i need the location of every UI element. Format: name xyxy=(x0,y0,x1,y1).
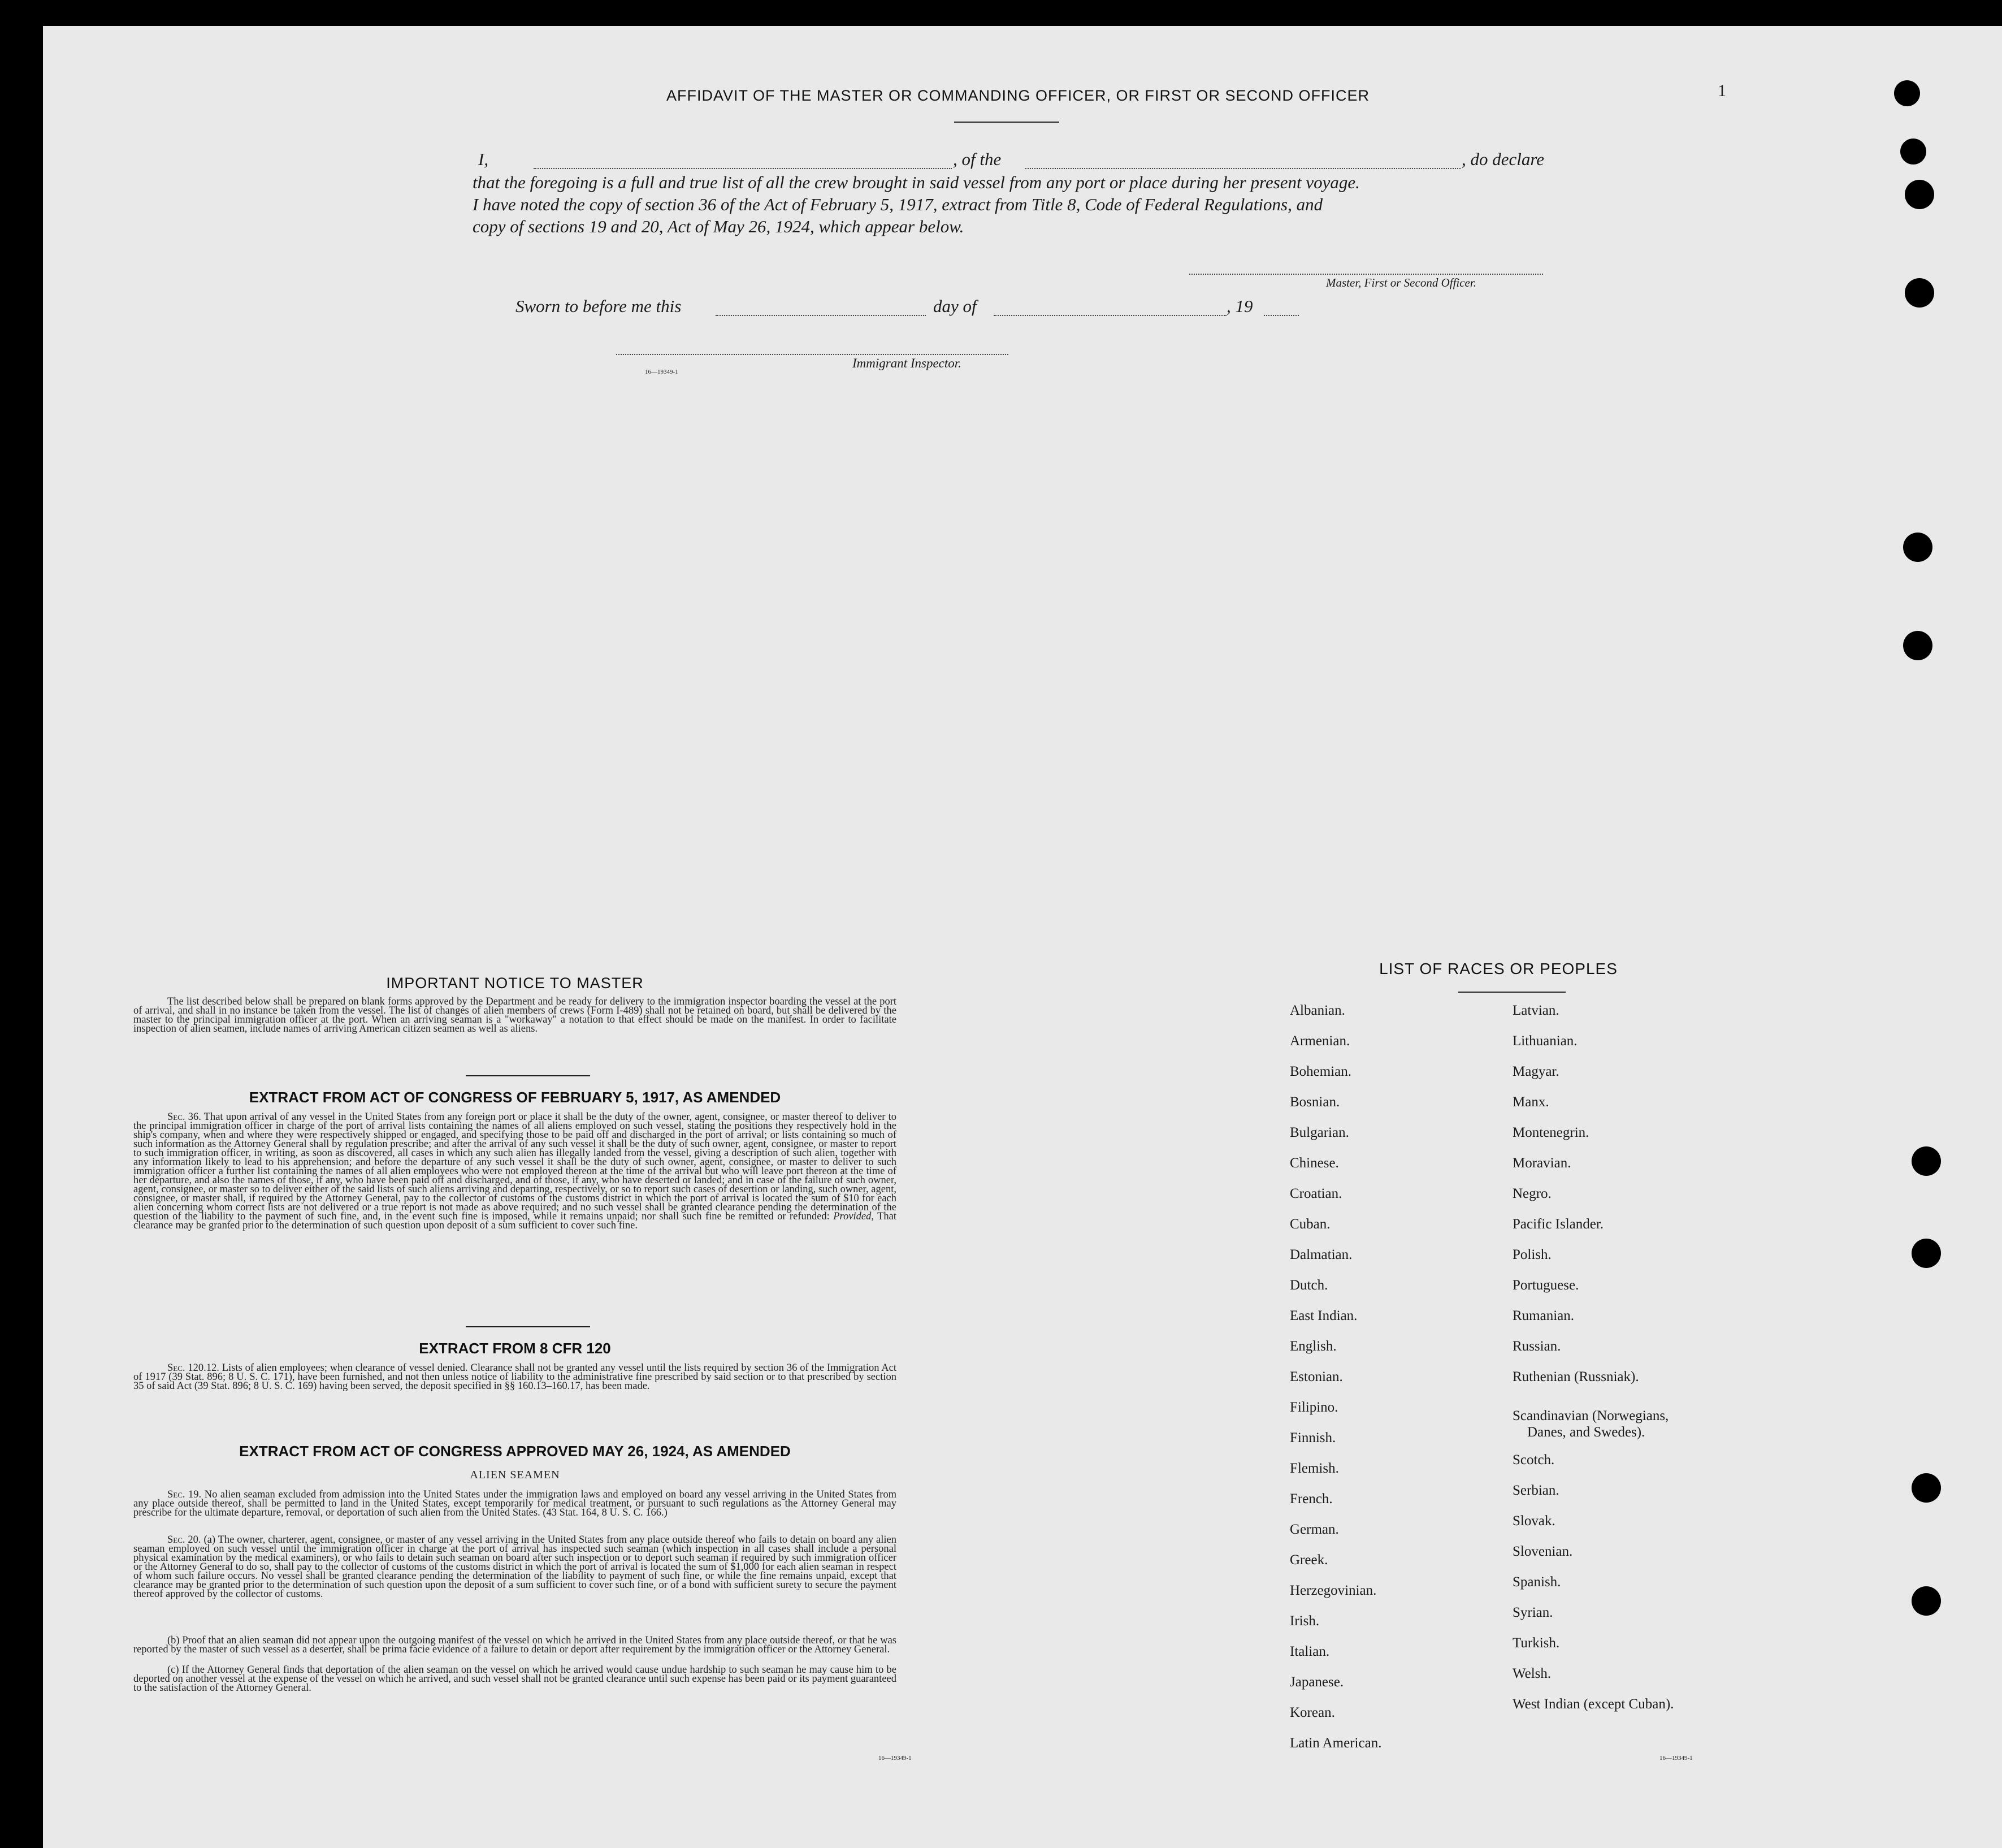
form-sheet xyxy=(43,26,2002,1848)
extract-1924-sec20b: (b) Proof that an alien seaman did not appear upon the outgoing manifest of the vessel on which he arrived in the United States from any place outside thereof, or that he was reported by the master of such vessel as a deserter, shall be prima facie evidence of a failure to detain or deport after requirement by the immigration officer or the Attorney General. xyxy=(133,1635,896,1655)
race-item: Bosnian. xyxy=(1290,1094,1340,1110)
race-item: Magyar. xyxy=(1513,1064,1559,1079)
sec19-body: No alien seaman excluded from admission into the United States under the immigration laws and employed on board any vessel arriving in the United States from any place outside thereof, shall be permitted to land in the United States, except temporarily for medical treatment, or pursuant to such regulations as the Attorney General may prescribe for the ultimate departure, removal, or deportation of such alien from the United States. (43 Stat. 164, 8 U. S. C. 166.) xyxy=(133,1489,896,1518)
title-rule xyxy=(954,122,1059,123)
race-item: Negro. xyxy=(1513,1186,1552,1201)
affidavit-title: AFFIDAVIT OF THE MASTER OR COMMANDING OFFICER, OR FIRST OR SECOND OFFICER xyxy=(666,87,1370,104)
race-item: Greek. xyxy=(1290,1552,1328,1568)
race-item-scandinavian xyxy=(1513,1408,1674,1452)
race-item: Bulgarian. xyxy=(1290,1125,1349,1140)
race-item: Herzegovinian. xyxy=(1290,1583,1377,1598)
extract-1924-sec20a xyxy=(133,1535,896,1599)
race-item: Korean. xyxy=(1290,1705,1335,1720)
affidavit-i: I, xyxy=(478,149,489,169)
notice-title: IMPORTANT NOTICE TO MASTER xyxy=(386,975,644,992)
race-item: Croatian. xyxy=(1290,1186,1342,1201)
sworn-day-line[interactable] xyxy=(716,315,926,316)
race-item: Polish. xyxy=(1513,1247,1552,1262)
race-item: Scandinavian (Norwegians, xyxy=(1513,1408,1669,1423)
extract-1917-rule xyxy=(466,1326,590,1327)
race-item: Albanian. xyxy=(1290,1003,1345,1018)
race-item: German. xyxy=(1290,1522,1339,1537)
race-item: Moravian. xyxy=(1513,1155,1571,1171)
sec20a-body: (a) The owner, charterer, agent, consignee, or master of any vessel arriving in the United States from any place outside thereof who fails to detain on board any alien seaman employed on such vessel until the immigration officer in charge at the port of arrival has inspected such seaman (which inspection in all cases shall include a personal physical examination by the medical examiners), or who fails to detain such seaman on board after such inspection or to deport such seaman if required by such immigration officer or the Attorney General to do so, shall pay to the collector of customs of the customs district in which the port of arrival is located the sum of $1,000 for each alien seaman in respect of whom such failure occurs. No vessel shall be granted clearance pending the determination of the liability to payment of such fine, or while the fine remains unpaid, except that clearance may be granted prior to the determination of such question upon the deposit of a sum sufficient to cover such fine, or of a bond with sufficient surety to secure the payment thereof approved by the collector of customs. xyxy=(133,1534,896,1600)
extract-cfr-body: Lists of alien employees; when clearance of vessel denied. Clearance shall not be granted any vessel until the lists required by section 36 of the Immigration Act of 1917 (39 Stat. 896; 8 U. S. C. 171), have been furnished, and not then unless notice of liability to the administrative fine prescribed by said section or to that prescribed by section 35 of said Act (39 Stat. 896; 8 U. S. C. 169) having been served, the deposit specified in §§ 160.13–160.17, has been made. xyxy=(133,1362,897,1392)
extract-1917-title: EXTRACT FROM ACT OF CONGRESS OF FEBRUARY 5, 1917, AS AMENDED xyxy=(249,1089,781,1106)
binder-hole xyxy=(1903,631,1932,660)
races-form-number: 16—19349-1 xyxy=(1659,1755,1693,1762)
extract-cfr-title: EXTRACT FROM 8 CFR 120 xyxy=(419,1340,611,1357)
race-item: English. xyxy=(1290,1339,1337,1354)
affidavit-form-number: 16—19349-1 xyxy=(645,369,678,375)
sworn-text: Sworn to before me this xyxy=(515,296,682,316)
extract-cfr-sec-label: Sec. 120.12. xyxy=(167,1362,219,1374)
race-item: Flemish. xyxy=(1290,1461,1339,1476)
binder-hole xyxy=(1905,278,1934,308)
binder-hole xyxy=(1894,80,1920,106)
race-item: Latin American. xyxy=(1290,1736,1382,1751)
race-item: Rumanian. xyxy=(1513,1308,1575,1323)
race-item: Filipino. xyxy=(1290,1400,1338,1415)
binder-hole xyxy=(1912,1239,1941,1268)
binder-hole xyxy=(1912,1146,1941,1176)
race-item: Chinese. xyxy=(1290,1155,1339,1171)
sec19-label: Sec. 19. xyxy=(167,1489,202,1500)
sworn-year: , 19 xyxy=(1227,296,1253,316)
affidavit-of-the: , of the xyxy=(953,149,1002,169)
extract-1924-sec19 xyxy=(133,1490,896,1517)
race-item: Turkish. xyxy=(1513,1635,1560,1651)
affidavit-declare: , do declare xyxy=(1462,149,1545,169)
race-item: East Indian. xyxy=(1290,1308,1358,1323)
race-item: Russian. xyxy=(1513,1339,1561,1354)
race-item: Cuban. xyxy=(1290,1217,1331,1232)
extract-1917-body: That upon arrival of any vessel in the United States from any foreign port or place it shall be the duty of the owner, agent, consignee, or master thereof to deliver to the principal immigration officer in charge of the port of arrival lists containing the names of all aliens employed on such vessel, stating the positions they respectively hold in the ship's company, when and where they were respectively shipped or engaged, and specifying those to be paid off and discharged in the port of arrival; or lists containing so much of such information as the Attorney General shall by regulation prescribe; and after the arrival of any such vessel it shall be the duty of such owner, agent, consignee, or master to report to such immigration officer, in writing, as soon as discovered, all cases in which any such alien has illegally landed from the vessel, giving a description of such alien, together with any information likely to lead to his apprehension; and before the departure of any such vessel it shall be the duty of such owner, agent, consignee, or master to deliver to such immigration officer a further list containing the names of all alien employees who were not employed thereon at the time of the arrival but who will leave port thereon at the time of her departure, and also the names of those, if any, who have been paid off and discharged, and of those, if any, who have deserted or landed; and in case of the failure of such owner, agent, consignee, or master so to deliver either of the said lists of such aliens arriving and departing, respectively, or so to report such cases of desertion or landing, such owner, agent, consignee, or master shall, if required by the Attorney General, pay to the collector of customs of the customs district in which the port of arrival is located the sum of $10 for each alien concerning whom correct lists are not delivered or a true report is not made as above required; and no such vessel shall be granted clearance pending the determination of the question of the liability to the payment of such fine, and, in the event such fine is imposed, while it remains unpaid; nor shall such fine be remitted or refunded: xyxy=(133,1111,896,1222)
race-item: Ruthenian (Russniak). xyxy=(1513,1369,1639,1384)
page-mark: 1 xyxy=(1718,81,1726,100)
sworn-day-of: day of xyxy=(933,296,977,316)
race-item: Slovenian. xyxy=(1513,1544,1573,1559)
race-item: Dalmatian. xyxy=(1290,1247,1353,1262)
extract-1917-proviso-text: That clearance may be granted prior to the determination of such question upon deposit of a sum sufficient to cover such fine. xyxy=(133,1211,897,1231)
race-item: Armenian. xyxy=(1290,1033,1350,1049)
extract-1917-text xyxy=(133,1113,896,1230)
race-item: Bohemian. xyxy=(1290,1064,1352,1079)
binder-hole xyxy=(1903,533,1932,562)
race-item: Dutch. xyxy=(1290,1278,1328,1293)
notice-rule xyxy=(466,1075,590,1076)
sworn-month-line[interactable] xyxy=(994,315,1227,316)
race-item: Latvian. xyxy=(1513,1003,1559,1018)
extract-1924-sec20c: (c) If the Attorney General finds that deportation of the alien seaman on the vessel on which he arrived would cause undue hardship to such seaman he may cause him to be deported on another vessel at the expense of the vessel on which he arrived, and such vessel shall not be granted clearance until such expense has been paid or its payment guaranteed to the satisfaction of the Attorney General. xyxy=(133,1664,896,1694)
race-item: Irish. xyxy=(1290,1613,1320,1629)
race-item: Estonian. xyxy=(1290,1369,1343,1384)
inspector-caption: Immigrant Inspector. xyxy=(852,356,961,370)
race-item: Montenegrin. xyxy=(1513,1125,1589,1140)
race-item: Spanish. xyxy=(1513,1574,1561,1590)
races-column-2 xyxy=(1513,1003,1674,1727)
race-item: Japanese. xyxy=(1290,1674,1344,1690)
sworn-year-line[interactable] xyxy=(1264,315,1299,316)
binder-hole xyxy=(1912,1473,1941,1503)
extract-form-number: 16—19349-1 xyxy=(878,1755,912,1762)
declarant-name-line[interactable] xyxy=(534,168,952,169)
races-rule xyxy=(1458,992,1566,993)
race-item: Portuguese. xyxy=(1513,1278,1579,1293)
sec20-label: Sec. 20. xyxy=(167,1534,201,1546)
extract-1924-subtitle: ALIEN SEAMEN xyxy=(470,1469,560,1481)
race-item: Pacific Islander. xyxy=(1513,1217,1604,1232)
race-item: Syrian. xyxy=(1513,1605,1553,1620)
race-item: Serbian. xyxy=(1513,1483,1559,1498)
races-column-1 xyxy=(1290,1003,1381,1766)
races-title: LIST OF RACES OR PEOPLES xyxy=(1379,960,1618,977)
binder-hole xyxy=(1905,180,1934,209)
race-item: Italian. xyxy=(1290,1644,1330,1659)
race-item: West Indian (except Cuban). xyxy=(1513,1696,1674,1712)
race-item: Slovak. xyxy=(1513,1513,1555,1529)
extract-1924-title: EXTRACT FROM ACT OF CONGRESS APPROVED MAY 26, 1924, AS AMENDED xyxy=(239,1443,791,1460)
race-item: Lithuanian. xyxy=(1513,1033,1578,1049)
affidavit-body-line4: copy of sections 19 and 20, Act of May 26, 1924, which appear below. xyxy=(473,217,964,236)
race-item-continued: Danes, and Swedes). xyxy=(1527,1425,1645,1440)
master-caption: Master, First or Second Officer. xyxy=(1326,276,1476,289)
vessel-name-line[interactable] xyxy=(1025,168,1461,169)
race-item: French. xyxy=(1290,1491,1333,1507)
affidavit-body-line3: I have noted the copy of section 36 of the Act of February 5, 1917, extract from Title 8, Code of Federal Regulations, and xyxy=(473,194,1323,214)
affidavit-body-line2: that the foregoing is a full and true list of all the crew brought in said vessel from any port or place during her present voyage. xyxy=(473,172,1360,192)
binder-hole xyxy=(1912,1586,1941,1616)
race-item: Welsh. xyxy=(1513,1666,1552,1681)
binder-hole xyxy=(1900,139,1926,165)
race-item: Scotch. xyxy=(1513,1452,1555,1468)
extract-1917-sec-label: Sec. 36. xyxy=(167,1111,201,1123)
race-item: Finnish. xyxy=(1290,1430,1336,1445)
master-signature-line[interactable] xyxy=(1189,274,1543,275)
extract-cfr-text xyxy=(133,1364,896,1391)
notice-text: The list described below shall be prepared on blank forms approved by the Department and be ready for delivery to the immigration inspector boarding the vessel at the port of arrival, and shall in no instance be taken from the vessel. The list of changes of alien members of crews (Form I-489) shall not be retained on board, but shall be delivered by the master to the principal immigration officer at the port. When an arriving seaman is a "workaway" a notation to that effect should be made on the manifest. In order to facilitate inspection of alien seamen, include names of arriving American citizen seamen as well as aliens. xyxy=(133,996,896,1035)
extract-1917-proviso-word: Provided, xyxy=(833,1211,874,1222)
race-item: Manx. xyxy=(1513,1094,1549,1110)
inspector-signature-line[interactable] xyxy=(616,354,1008,355)
